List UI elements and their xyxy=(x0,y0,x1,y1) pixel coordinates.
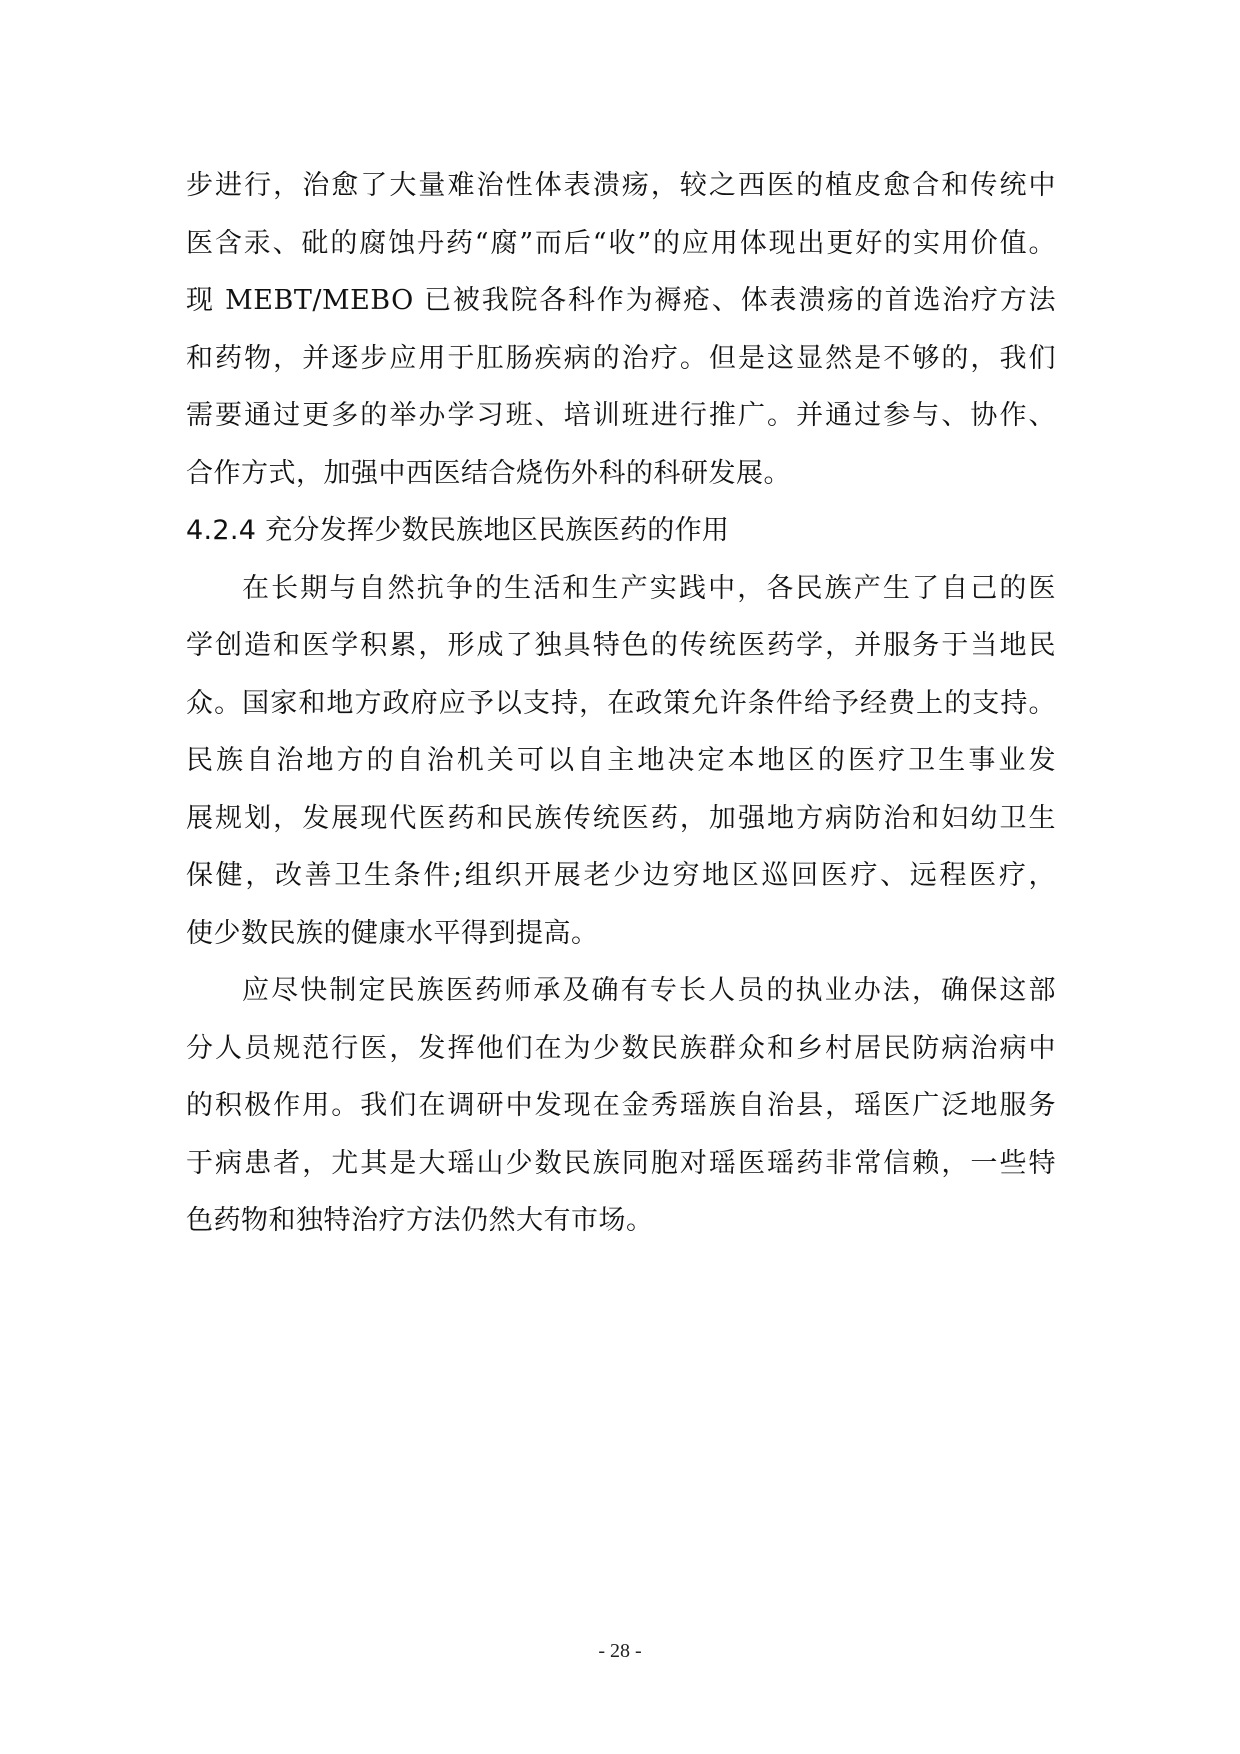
paragraph-3-line-3: 的积极作用。我们在调研中发现在金秀瑶族自治县，瑶医广泛地服务 xyxy=(186,1090,1056,1121)
paragraph-1 xyxy=(186,157,1056,502)
paragraph-2-line-3: 众。国家和地方政府应予以支持，在政策允许条件给予经费上的支持。 xyxy=(186,687,1056,719)
page-number: - 28 - xyxy=(598,1640,642,1662)
paragraph-3-line-2: 分人员规范行医，发挥他们在为少数民族群众和乡村居民防病治病中 xyxy=(186,1032,1056,1064)
paragraph-2-line-2: 学创造和医学积累，形成了独具特色的传统医药学，并服务于当地民 xyxy=(186,630,1056,661)
paragraph-2-line-5: 展规划，发展现代医药和民族传统医药，加强地方病防治和妇幼卫生 xyxy=(186,802,1056,834)
paragraph-1-line-1: 步进行，治愈了大量难治性体表溃疡，较之西医的植皮愈合和传统中 xyxy=(186,170,1056,201)
paragraph-2-line-1: 在长期与自然抗争的生活和生产实践中，各民族产生了自己的医 xyxy=(242,572,1056,604)
paragraph-2-line-4: 民族自治地方的自治机关可以自主地决定本地区的医疗卫生事业发 xyxy=(186,745,1056,776)
paragraph-3 xyxy=(186,962,1056,1250)
paragraph-2 xyxy=(186,560,1056,963)
paragraph-1-line-2: 医含汞、砒的腐蚀丹药“腐”而后“收”的应用体现出更好的实用价值。 xyxy=(186,227,1056,259)
paragraph-3-line-5: 色药物和独特治疗方法仍然大有市场。 xyxy=(186,1205,654,1236)
paragraph-3-line-4: 于病患者，尤其是大瑶山少数民族同胞对瑶医瑶药非常信赖，一些特 xyxy=(186,1147,1056,1179)
body-text xyxy=(186,157,1056,1250)
paragraph-1-line-6: 合作方式，加强中西医结合烧伤外科的科研发展。 xyxy=(186,457,791,489)
paragraph-1-line-3: 现 MEBT/MEBO 已被我院各科作为褥疮、体表溃疡的首选治疗方法 xyxy=(186,285,1056,316)
paragraph-1-line-5: 需要通过更多的举办学习班、培训班进行推广。并通过参与、协作、 xyxy=(186,400,1056,431)
paragraph-2-line-7: 使少数民族的健康水平得到提高。 xyxy=(186,917,599,949)
paragraph-2-line-6: 保健，改善卫生条件;组织开展老少边穷地区巡回医疗、远程医疗， xyxy=(186,860,1056,891)
paragraph-1-line-4: 和药物，并逐步应用于肛肠疾病的治疗。但是这显然是不够的，我们 xyxy=(186,342,1056,374)
section-heading: 4.2.4 充分发挥少数民族地区民族医药的作用 xyxy=(186,515,730,546)
paragraph-3-line-1: 应尽快制定民族医药师承及确有专长人员的执业办法，确保这部 xyxy=(242,975,1056,1006)
